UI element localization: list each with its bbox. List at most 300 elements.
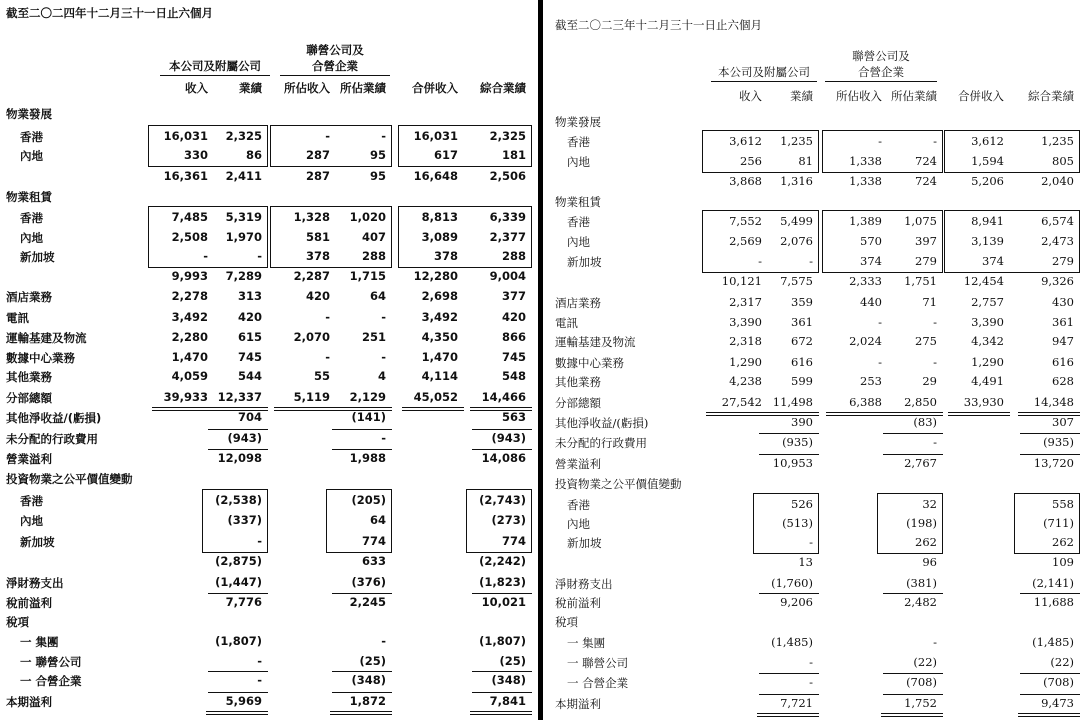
cell-value: - (809, 655, 813, 669)
cell-value: - (809, 535, 813, 549)
cell-value: (1,447) (215, 575, 262, 589)
subtotal-rule (1020, 454, 1080, 455)
cell-value: (1,485) (771, 635, 813, 649)
cell-value: 330 (183, 148, 208, 162)
header-company-and-subsidiaries: 本公司及附屬公司 (169, 59, 261, 73)
cell-value: 2,850 (904, 395, 937, 409)
cell-value: 16,361 (163, 169, 208, 183)
column-header: 收入 (185, 81, 208, 95)
row-label: 物業租賃 (6, 190, 52, 204)
cell-value: 12,454 (963, 274, 1004, 288)
cell-value: 8,941 (971, 214, 1004, 228)
cell-value: 7,841 (489, 694, 526, 708)
cell-value: 1,338 (849, 174, 882, 188)
row-label: 營業溢利 (6, 452, 52, 466)
fair-value-box (202, 489, 268, 553)
row-label: 運輸基建及物流 (555, 335, 636, 349)
cell-value: 526 (791, 497, 813, 511)
subtotal-rule (208, 449, 268, 450)
cell-value: 397 (915, 234, 937, 248)
cell-value: 55 (313, 369, 330, 383)
cell-value: 724 (915, 154, 937, 168)
cell-value: 2,482 (904, 595, 937, 609)
statement-period-title: 截至二〇二四年十二月三十一日止六個月 (6, 6, 213, 20)
cell-value: 288 (501, 249, 526, 263)
cell-value: 1,290 (729, 355, 762, 369)
row-label: 香港 (567, 215, 590, 229)
cell-value: (337) (227, 513, 262, 527)
subtotal-rule (208, 692, 268, 693)
cell-value: 27,542 (721, 395, 762, 409)
cell-value: 2,506 (489, 169, 526, 183)
row-label: 一 集團 (567, 636, 606, 650)
row-label: 電訊 (555, 316, 578, 330)
cell-value: 361 (1052, 315, 1074, 329)
profit-double-rule (206, 711, 268, 715)
subtotal-rule (208, 593, 268, 594)
cell-value: (376) (351, 575, 386, 589)
row-label: 一 聯營公司 (20, 655, 82, 669)
cell-value: - (325, 350, 330, 364)
segment-total-double-rule (1018, 412, 1080, 416)
cell-value: 2,569 (729, 234, 762, 248)
cell-value: 7,776 (225, 595, 262, 609)
cell-value: 616 (1052, 355, 1074, 369)
cell-value: 10,953 (772, 456, 813, 470)
cell-value: 64 (369, 513, 386, 527)
cell-value: 71 (922, 295, 937, 309)
row-label: 其他淨收益/(虧損) (555, 416, 649, 430)
subtotal-rule (759, 694, 819, 695)
cell-value: - (325, 310, 330, 324)
cell-value: - (933, 315, 937, 329)
cell-value: 2,473 (1041, 234, 1074, 248)
cell-value: 633 (361, 554, 386, 568)
cell-value: 64 (369, 289, 386, 303)
cell-value: 1,020 (349, 210, 386, 224)
cell-value: 287 (305, 169, 330, 183)
property-development-box (944, 130, 1080, 173)
row-label: 內地 (20, 514, 43, 528)
row-label: 本期溢利 (6, 695, 52, 709)
cell-value: 615 (237, 330, 262, 344)
row-label: 分部總額 (555, 396, 601, 410)
cell-value: (513) (782, 516, 813, 530)
cell-value: 2,317 (729, 295, 762, 309)
subtotal-rule (883, 593, 943, 594)
cell-value: 2,040 (1041, 174, 1074, 188)
subtotal-rule (883, 694, 943, 695)
cell-value: - (933, 134, 937, 148)
cell-value: - (257, 673, 262, 687)
column-header: 所佔業績 (340, 81, 386, 95)
column-header: 合併收入 (958, 89, 1004, 103)
cell-value: - (381, 634, 386, 648)
cell-value: - (878, 315, 882, 329)
cell-value: (141) (351, 410, 386, 424)
cell-value: (1,807) (215, 634, 262, 648)
cell-value: 287 (305, 148, 330, 162)
cell-value: 307 (1052, 415, 1074, 429)
row-label: 未分配的行政費用 (555, 436, 647, 450)
row-label: 內地 (20, 231, 43, 245)
cell-value: 1,328 (293, 210, 330, 224)
subtotal-rule (759, 454, 819, 455)
cell-value: 9,326 (1041, 274, 1074, 288)
fair-value-box (753, 493, 819, 554)
cell-value: - (809, 675, 813, 689)
cell-value: 8,813 (421, 210, 458, 224)
cell-value: 617 (433, 148, 458, 162)
cell-value: 3,868 (729, 174, 762, 188)
cell-value: - (933, 435, 937, 449)
cell-value: 3,612 (971, 134, 1004, 148)
cell-value: 3,390 (971, 315, 1004, 329)
property-development-box (148, 125, 268, 167)
property-development-box (702, 130, 819, 173)
cell-value: 11,688 (1033, 595, 1074, 609)
group-header-underline (280, 75, 390, 76)
cell-value: (1,760) (771, 576, 813, 590)
row-label: 稅前溢利 (6, 596, 52, 610)
profit-double-rule (757, 713, 819, 717)
cell-value: 628 (1052, 374, 1074, 388)
cell-value: 14,466 (481, 390, 526, 404)
cell-value: 1,988 (349, 451, 386, 465)
cell-value: 9,004 (489, 269, 526, 283)
fair-value-box (877, 493, 943, 554)
header-company-and-subsidiaries: 本公司及附屬公司 (718, 65, 810, 79)
cell-value: 95 (369, 169, 386, 183)
column-header: 所佔業績 (891, 89, 937, 103)
subtotal-rule (1020, 694, 1080, 695)
cell-value: 374 (982, 254, 1004, 268)
cell-value: 9,993 (171, 269, 208, 283)
row-label: 稅前溢利 (555, 596, 601, 610)
row-label: 稅項 (6, 615, 29, 629)
cell-value: 1,470 (171, 350, 208, 364)
cell-value: 2,024 (849, 334, 882, 348)
cell-value: - (878, 355, 882, 369)
header-associates-line1: 聯營公司及 (852, 49, 910, 63)
header-associates-line2: 合營企業 (312, 59, 358, 73)
cell-value: 390 (791, 415, 813, 429)
cell-value: 13,720 (1033, 456, 1074, 470)
subtotal-rule (759, 673, 819, 674)
row-label: 內地 (567, 235, 590, 249)
cell-value: 4,059 (171, 369, 208, 383)
subtotal-rule (1020, 433, 1080, 434)
cell-value: 1,872 (349, 694, 386, 708)
segment-total-double-rule (948, 412, 1010, 416)
cell-value: (935) (1043, 435, 1074, 449)
subtotal-rule (472, 429, 532, 430)
cell-value: 1,594 (971, 154, 1004, 168)
cell-value: 251 (361, 330, 386, 344)
cell-value: 378 (305, 249, 330, 263)
cell-value: 2,377 (489, 230, 526, 244)
row-label: 物業發展 (555, 115, 601, 129)
segment-total-double-rule (881, 412, 943, 416)
column-header: 所佔收入 (836, 89, 882, 103)
cell-value: 548 (501, 369, 526, 383)
row-label: 酒店業務 (6, 290, 52, 304)
row-label: 內地 (567, 155, 590, 169)
profit-double-rule (330, 711, 392, 715)
cell-value: 616 (791, 355, 813, 369)
cell-value: 1,970 (225, 230, 262, 244)
cell-value: 4,114 (421, 369, 458, 383)
row-label: 數據中心業務 (6, 351, 75, 365)
row-label: 新加坡 (20, 535, 55, 549)
row-label: 營業溢利 (555, 457, 601, 471)
cell-value: 359 (791, 295, 813, 309)
cell-value: 672 (791, 334, 813, 348)
subtotal-rule (472, 593, 532, 594)
cell-value: 420 (501, 310, 526, 324)
property-leasing-box (822, 210, 943, 273)
cell-value: 2,076 (780, 234, 813, 248)
cell-value: 724 (915, 174, 937, 188)
cell-value: 1,075 (904, 214, 937, 228)
segment-total-double-rule (152, 407, 214, 411)
header-associates-line2: 合營企業 (858, 65, 904, 79)
cell-value: (1,807) (479, 634, 526, 648)
cell-value: 374 (860, 254, 882, 268)
cell-value: 2,411 (225, 169, 262, 183)
column-header: 綜合業績 (480, 81, 526, 95)
cell-value: 570 (860, 234, 882, 248)
row-label: 一 集團 (20, 635, 59, 649)
cell-value: (348) (351, 673, 386, 687)
cell-value: 805 (1052, 154, 1074, 168)
subtotal-rule (1020, 593, 1080, 594)
cell-value: 313 (237, 289, 262, 303)
subtotal-rule (472, 692, 532, 693)
cell-value: 563 (501, 410, 526, 424)
cell-value: 7,552 (729, 214, 762, 228)
cell-value: 12,098 (217, 451, 262, 465)
subtotal-rule (883, 433, 943, 434)
property-leasing-box (702, 210, 819, 273)
cell-value: 3,492 (171, 310, 208, 324)
segment-total-double-rule (470, 407, 532, 411)
cell-value: 430 (1052, 295, 1074, 309)
cell-value: (83) (913, 415, 937, 429)
cell-value: (22) (913, 655, 937, 669)
row-label: 香港 (20, 494, 43, 508)
cell-value: 109 (1052, 555, 1074, 569)
cell-value: 4,350 (421, 330, 458, 344)
cell-value: 2,280 (171, 330, 208, 344)
cell-value: 420 (305, 289, 330, 303)
row-label: 分部總額 (6, 391, 52, 405)
cell-value: 1,235 (780, 134, 813, 148)
cell-value: (708) (906, 675, 937, 689)
property-leasing-box (944, 210, 1080, 273)
subtotal-rule (208, 671, 268, 672)
row-label: 投資物業之公平價值變動 (555, 477, 682, 491)
fair-value-box (1014, 493, 1080, 554)
segment-total-double-rule (757, 412, 819, 416)
cell-value: 39,933 (163, 390, 208, 404)
row-label: 其他業務 (6, 370, 52, 384)
cell-value: 45,052 (413, 390, 458, 404)
cell-value: 86 (245, 148, 262, 162)
cell-value: 14,086 (481, 451, 526, 465)
cell-value: 7,289 (225, 269, 262, 283)
cell-value: - (933, 635, 937, 649)
cell-value: 12,280 (413, 269, 458, 283)
cell-value: 81 (798, 154, 813, 168)
row-label: 新加坡 (567, 536, 602, 550)
cell-value: 2,129 (349, 390, 386, 404)
subtotal-rule (472, 671, 532, 672)
cell-value: 866 (501, 330, 526, 344)
cell-value: 9,473 (1041, 696, 1074, 710)
cell-value: 3,612 (729, 134, 762, 148)
row-label: 新加坡 (567, 255, 602, 269)
cell-value: - (758, 254, 762, 268)
cell-value: 262 (1052, 535, 1074, 549)
row-label: 一 合營企業 (567, 676, 629, 690)
fair-value-box (466, 489, 532, 553)
row-label: 數據中心業務 (555, 356, 624, 370)
cell-value: (708) (1043, 675, 1074, 689)
cell-value: (198) (906, 516, 937, 530)
cell-value: (2,875) (215, 554, 262, 568)
cell-value: 581 (305, 230, 330, 244)
row-label: 電訊 (6, 311, 29, 325)
right-statement-panel (545, 0, 1080, 720)
cell-value: 5,206 (971, 174, 1004, 188)
cell-value: - (203, 249, 208, 263)
cell-value: 2,245 (349, 595, 386, 609)
cell-value: 704 (237, 410, 262, 424)
cell-value: 1,316 (780, 174, 813, 188)
cell-value: 7,485 (171, 210, 208, 224)
cell-value: 1,290 (971, 355, 1004, 369)
cell-value: - (933, 355, 937, 369)
row-label: 其他業務 (555, 375, 601, 389)
cell-value: 774 (501, 534, 526, 548)
subtotal-rule (759, 433, 819, 434)
profit-double-rule (881, 713, 943, 717)
cell-value: 4,342 (971, 334, 1004, 348)
cell-value: 5,119 (293, 390, 330, 404)
cell-value: 2,070 (293, 330, 330, 344)
cell-value: 1,470 (421, 350, 458, 364)
segment-total-double-rule (206, 407, 268, 411)
row-label: 香港 (567, 135, 590, 149)
cell-value: 6,574 (1041, 214, 1074, 228)
cell-value: 5,499 (780, 214, 813, 228)
cell-value: - (257, 249, 262, 263)
cell-value: (273) (491, 513, 526, 527)
row-label: 內地 (20, 149, 43, 163)
cell-value: 5,969 (225, 694, 262, 708)
subtotal-rule (208, 429, 268, 430)
column-header: 合併收入 (412, 81, 458, 95)
cell-value: 33,930 (963, 395, 1004, 409)
cell-value: 2,287 (293, 269, 330, 283)
cell-value: 6,339 (489, 210, 526, 224)
cell-value: 2,325 (225, 129, 262, 143)
cell-value: 95 (369, 148, 386, 162)
cell-value: (2,743) (479, 493, 526, 507)
cell-value: 774 (361, 534, 386, 548)
cell-value: 1,715 (349, 269, 386, 283)
subtotal-rule (883, 673, 943, 674)
cell-value: 11,498 (772, 395, 813, 409)
cell-value: 13 (798, 555, 813, 569)
row-label: 內地 (567, 517, 590, 531)
row-label: 香港 (20, 211, 43, 225)
profit-double-rule (470, 711, 532, 715)
cell-value: 7,721 (780, 696, 813, 710)
subtotal-rule (332, 593, 392, 594)
cell-value: 3,390 (729, 315, 762, 329)
statement-period-title: 截至二〇二三年十二月三十一日止六個月 (555, 18, 762, 32)
property-leasing-box (148, 206, 268, 268)
group-header-underline (160, 75, 270, 76)
cell-value: (2,242) (479, 554, 526, 568)
cell-value: (1,485) (1032, 635, 1074, 649)
row-label: 香港 (20, 130, 43, 144)
cell-value: 14,348 (1033, 395, 1074, 409)
cell-value: 745 (501, 350, 526, 364)
cell-value: 16,031 (413, 129, 458, 143)
cell-value: 745 (237, 350, 262, 364)
segment-total-double-rule (330, 407, 392, 411)
column-header: 業績 (790, 89, 813, 103)
cell-value: - (809, 254, 813, 268)
cell-value: 279 (915, 254, 937, 268)
left-statement-panel (0, 0, 538, 720)
cell-value: (2,538) (215, 493, 262, 507)
group-header-underline (711, 81, 817, 82)
row-label: 未分配的行政費用 (6, 432, 98, 446)
cell-value: 288 (361, 249, 386, 263)
column-header: 業績 (239, 81, 262, 95)
cell-value: 361 (791, 315, 813, 329)
cell-value: (711) (1043, 516, 1074, 530)
cell-value: 10,021 (481, 595, 526, 609)
cell-value: 4 (377, 369, 386, 383)
cell-value: (943) (491, 431, 526, 445)
segment-total-double-rule (826, 412, 888, 416)
cell-value: - (381, 129, 386, 143)
property-development-box (270, 125, 392, 167)
row-label: 本期溢利 (555, 697, 601, 711)
subtotal-rule (1020, 673, 1080, 674)
row-label: 稅項 (555, 615, 578, 629)
cell-value: 440 (860, 295, 882, 309)
group-header-underline (825, 81, 937, 82)
cell-value: 181 (501, 148, 526, 162)
cell-value: 6,388 (849, 395, 882, 409)
cell-value: 599 (791, 374, 813, 388)
cell-value: 1,752 (904, 696, 937, 710)
cell-value: 2,698 (421, 289, 458, 303)
subtotal-rule (332, 692, 392, 693)
cell-value: 1,751 (904, 274, 937, 288)
property-leasing-box (270, 206, 392, 268)
cell-value: 2,508 (171, 230, 208, 244)
column-header: 所佔收入 (284, 81, 330, 95)
cell-value: 279 (1052, 254, 1074, 268)
cell-value: - (878, 134, 882, 148)
